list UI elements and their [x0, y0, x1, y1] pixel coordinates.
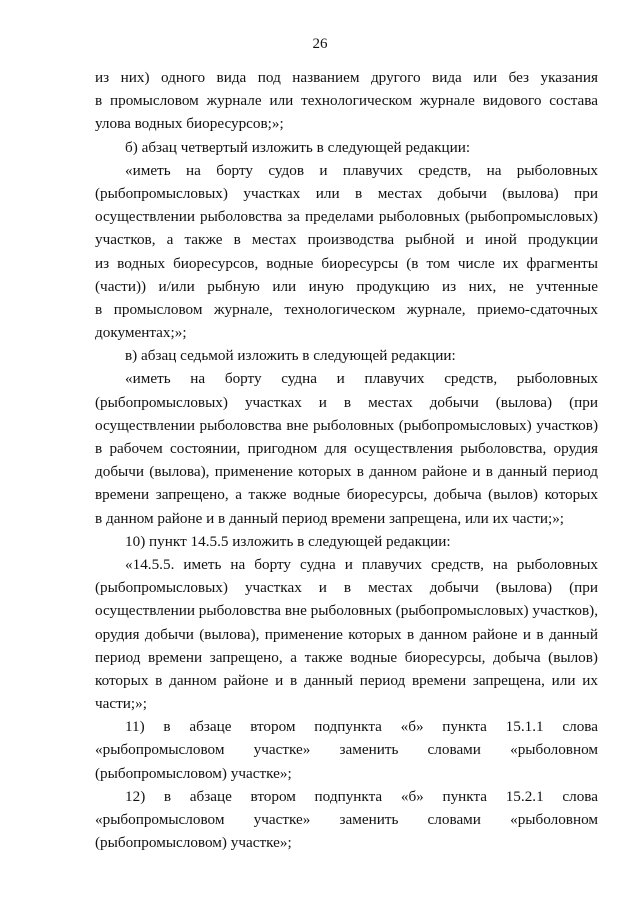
text-line: (рыбопромысловых) участках и в местах добычи (вылова) (при	[95, 579, 598, 597]
text-line: «14.5.5. иметь на борту судна и плавучих средств, на рыболовных	[125, 555, 598, 573]
text-line: времени запрещено, а также водные биоресурсы, добыча (вылов) которых	[95, 486, 598, 504]
text-line: период времени запрещено, а также водные биоресурсы, добыча (вылов)	[95, 648, 598, 666]
text-line: (части)) и/или рыбную или иную продукцию из них, не учтенные	[95, 277, 598, 295]
text-line: в промысловом журнале или технологическом журнале видового состава	[95, 92, 598, 110]
text-line: «иметь на борту судна и плавучих средств, рыболовных	[125, 370, 598, 388]
text-line: (рыбопромысловом) участке»;	[95, 834, 292, 852]
text-line: 12) в абзаце втором подпункта «б» пункта 15.2.1 слова	[125, 787, 598, 805]
text-line: б) абзац четвертый изложить в следующей редакции:	[125, 138, 471, 156]
text-line: в) абзац седьмой изложить в следующей редакции:	[125, 347, 456, 365]
text-line: добычи (вылова), применение которых в данном районе и в данный период	[95, 463, 598, 481]
text-line: (рыбопромысловом) участке»;	[95, 764, 292, 782]
text-line: 10) пункт 14.5.5 изложить в следующей редакции:	[125, 532, 451, 550]
text-line: «иметь на борту судов и плавучих средств, на рыболовных	[125, 161, 598, 179]
text-line: документах;»;	[95, 324, 187, 342]
text-line: из них) одного вида под названием другого вида или без указания	[95, 69, 598, 86]
text-line: улова водных биоресурсов;»;	[95, 115, 284, 133]
text-line: осуществлении рыболовства вне рыболовных (рыбопромысловых) участков)	[95, 416, 598, 434]
page-number: 26	[312, 36, 328, 52]
text-line: (рыбопромысловых) участках и в местах добычи (вылова) (при	[95, 393, 598, 411]
text-line: части;»;	[95, 695, 147, 713]
text-line: (рыбопромысловых) участках или в местах добычи (вылова) при	[95, 184, 598, 202]
text-line: из водных биоресурсов, водные биоресурсы (в том числе их фрагменты	[95, 254, 598, 272]
text-line: «рыбопромысловом участке» заменить словами «рыболовном	[95, 741, 598, 759]
text-line: которых в данном районе и в данный период времени запрещена, или их	[95, 671, 598, 689]
text-line: участков, а также в местах производства рыбной и иной продукции	[95, 231, 598, 249]
text-line: в рабочем состоянии, пригодном для осуществления рыболовства, орудия	[95, 440, 598, 457]
text-line: в данном районе и в данный период времени запрещена, или их части;»;	[95, 509, 565, 527]
text-line: орудия добычи (вылова), применение которых в данном районе и в данный	[95, 625, 598, 643]
text-line: «рыбопромысловом участке» заменить словами «рыболовном	[95, 811, 598, 828]
text-line: в промысловом журнале, технологическом журнале, приемо-сдаточных	[95, 300, 598, 318]
text-line: осуществлении рыболовства вне рыболовных (рыбопромысловых) участков),	[95, 602, 598, 620]
document-body	[95, 66, 598, 854]
text-line: 11) в абзаце втором подпункта «б» пункта 15.1.1 слова	[125, 718, 598, 736]
text-line: осуществлении рыболовства за пределами рыболовных (рыбопромысловых)	[95, 208, 598, 226]
